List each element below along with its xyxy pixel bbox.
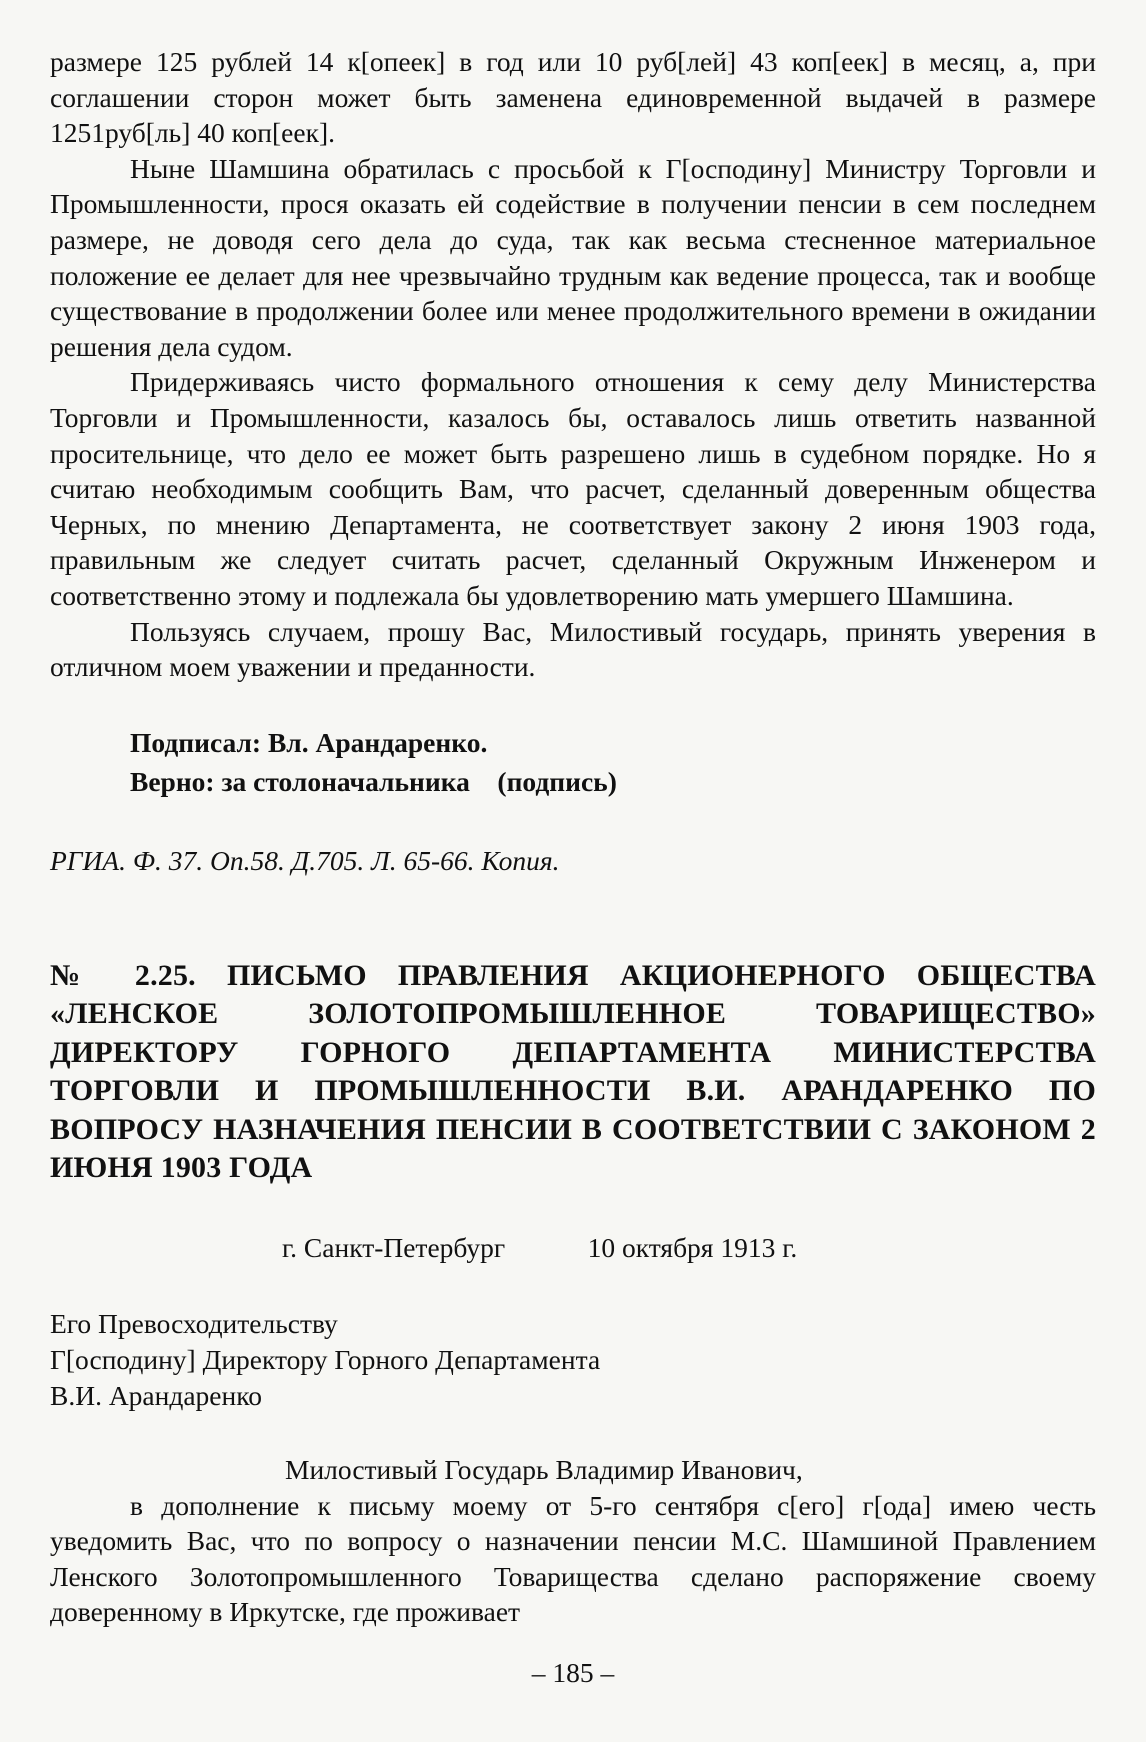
paragraph-pension-amount: размере 125 рублей 14 к[опеек] в год или 10 руб[лей] 43 коп[еек] в месяц, а, при соглашении сторон может быть заменена единовременной выдачей в размере 1251руб[ль] 40 коп[еек]. — [50, 46, 1096, 149]
address-line: В.И. Арандаренко — [50, 1379, 262, 1411]
signed-by-line: Подписал: Вл. Арандаренко. — [130, 726, 488, 758]
signature-note: (подпись) — [497, 765, 617, 797]
paragraph-department-opinion: Придерживаясь чисто формального отношения к сему делу Министерства Торговли и Промышленности, казалось бы, оставалось лишь ответить названной просительнице, что дело ее может быть разрешено лишь в судебном порядке. Но я считаю необходимым сообщить Вам, что расчет, сделанный доверенным общества Черных, по мнению Департамента, не соответствует закону 2 июня 1903 года, правильным же следует считать расчет, сделанный Окружным Инженером и соответственно этому и подлежала бы удовлетворению мать умершего Шамшина. — [50, 366, 1096, 611]
page-number: – 185 – — [531, 1657, 615, 1688]
paragraph-opening: в дополнение к письму моему от 5-го сентября с[его] г[ода] имею честь уведомить Вас, что по вопросу о назначении пенсии М.С. Шамшиной Правлением Ленского Золотопромышленного Товарищества сделано распоряжение своему доверенному в Иркутске, где проживает — [50, 1489, 1096, 1628]
address-line: Г[осподину] Директору Горного Департамента — [50, 1343, 601, 1375]
paragraph-closing-courtesy: Пользуясь случаем, прошу Вас, Милостивый государь, принять уверения в отличном моем уважении и преданности. — [50, 615, 1096, 683]
salutation: Милостивый Государь Владимир Иванович, — [285, 1453, 803, 1485]
signature-block — [50, 723, 1096, 801]
addressee-block — [50, 1306, 1096, 1414]
address-line: Его Превосходительству — [50, 1307, 338, 1339]
place-date-line — [50, 1230, 1096, 1266]
document-place: г. Санкт-Петербург — [282, 1231, 506, 1263]
letter-opening — [50, 1488, 1096, 1630]
verified-text: Верно: за столоначальника — [130, 765, 470, 797]
paragraph-shamshina-request: Ныне Шамшина обратилась с просьбой к Г[осподину] Министру Торговли и Промышленности, прося оказать ей содействие в получении пенсии в сем последнем размере, не доводя сего дела до суда, так как весьма стесненное материальное положение ее делает для нее чрезвычайно трудным как ведение процесса, так и вообще существование в продолжении более или менее продолжительного времени в ожидании решения дела судом. — [50, 152, 1096, 362]
archive-source: РГИА. Ф. 37. Оп.58. Д.705. Л. 65-66. Копия. — [50, 844, 560, 876]
document-title: № 2.25. ПИСЬМО ПРАВЛЕНИЯ АКЦИОНЕРНОГО ОБЩЕСТВА «ЛЕНСКОЕ ЗОЛОТОПРОМЫШЛЕННОЕ ТОВАРИЩЕСТВО» ДИРЕКТОРУ ГОРНОГО ДЕПАРТАМЕНТА МИНИСТЕРСТВА ТОРГОВЛИ И ПРОМЫШЛЕННОСТИ В.И. АРАНДАРЕНКО ПО ВОПРОСУ НАЗНАЧЕНИЯ ПЕНСИИ В СООТВЕТСТВИИ С ЗАКОНОМ 2 ИЮНЯ 1903 ГОДА — [50, 958, 1096, 1185]
document-date: 10 октября 1913 г. — [587, 1231, 798, 1263]
letter-body — [50, 44, 1096, 685]
verified-line — [130, 762, 1096, 801]
